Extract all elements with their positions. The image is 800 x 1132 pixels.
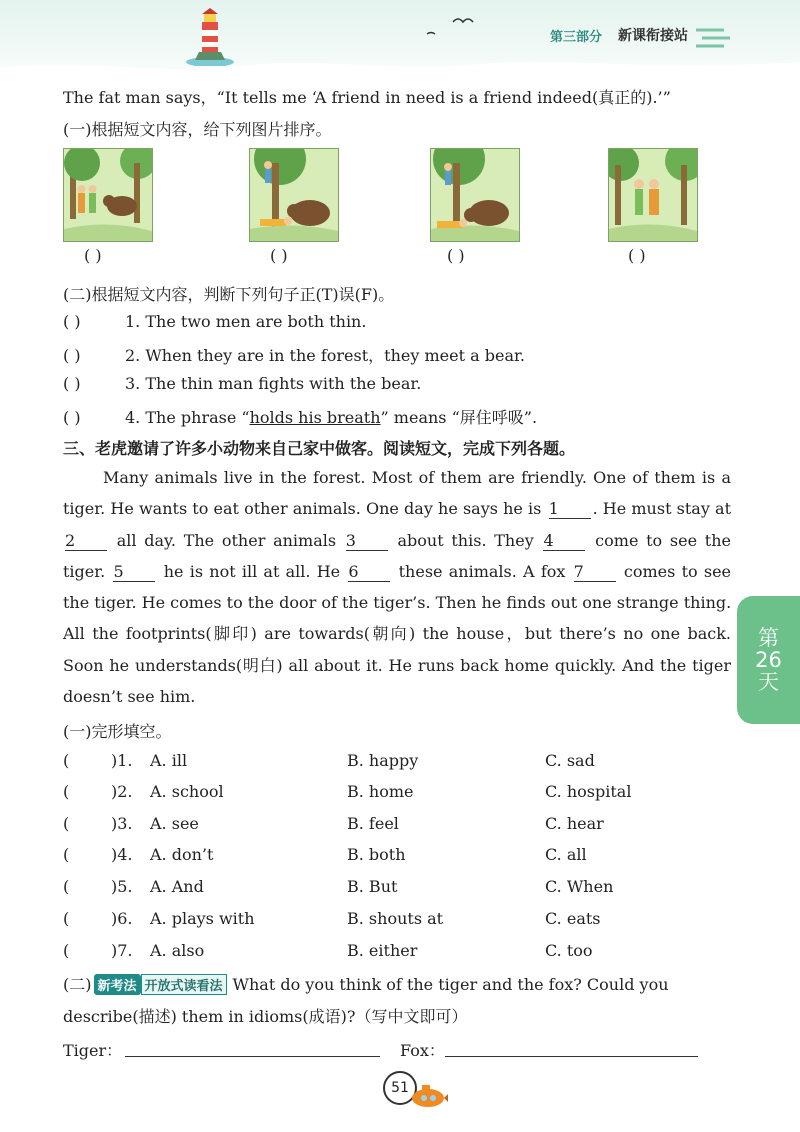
- day-tab-line2: 26: [755, 647, 782, 672]
- section-label: 第三部分: [550, 30, 603, 45]
- blank-3[interactable]: 3: [346, 532, 388, 551]
- blank-7[interactable]: 7: [574, 563, 616, 582]
- header-wave: [0, 50, 800, 80]
- blank-4[interactable]: 4: [543, 532, 585, 551]
- fox-label: Fox：: [400, 1041, 445, 1060]
- cloze-item-5: ( )5. A. And B. But C. When: [63, 877, 614, 896]
- scene-two-men-bear-icon: [64, 149, 152, 241]
- cloze-item-1: ( )1. A. ill B. happy C. sad: [63, 751, 595, 770]
- picture-4-answer[interactable]: ( ): [628, 246, 646, 265]
- tf-answer[interactable]: ( ): [63, 374, 81, 393]
- new-method-badge: 新考法: [94, 974, 141, 995]
- picture-3-answer[interactable]: ( ): [447, 246, 465, 265]
- lighthouse-icon: [185, 8, 235, 66]
- picture-3: [430, 148, 520, 242]
- cloze-item-4: ( )4. A. don’t B. both C. all: [63, 845, 587, 864]
- blank-5[interactable]: 5: [113, 563, 155, 582]
- birds-icon: [425, 14, 475, 44]
- day-tab-line3: 天: [758, 670, 779, 695]
- blank-1[interactable]: 1: [549, 500, 591, 519]
- part2-heading: (二)根据短文内容，判断下列句子正(T)误(F)。: [63, 285, 395, 304]
- fox-answer-line[interactable]: [445, 1056, 698, 1057]
- picture-1-answer[interactable]: ( ): [84, 246, 102, 265]
- passage: Many animals live in the forest. Most of them are friendly. One of them is a tiger. He wants to eat other animals. One day he says he is 1 . He must stay at 2 all day. The other animals 3 about this. They 4 come to see the tiger. 5 he is not ill at all. He 6 these animals. A fox 7 comes to see the tiger. He comes to the door of the tiger’s. Then he finds out one strange thing. All the footprints(脚印) are towards(朝向) the house，but there’s no one back. Soon he understands(明白) all about it. He runs back home quickly. And the tiger doesn’t see him.: [63, 468, 732, 707]
- underlined-phrase: holds his breath: [249, 408, 381, 427]
- cloze-item-2: ( )2. A. school B. home C. hospital: [63, 782, 632, 801]
- submarine-icon: [402, 1080, 448, 1110]
- course-label: 新课衔接站: [618, 28, 688, 44]
- picture-4: [608, 148, 698, 242]
- picture-2-answer[interactable]: ( ): [270, 246, 288, 265]
- scene-two-men-walking-icon: [609, 149, 697, 241]
- open-question-line1: (二) 新考法 开放式读看法 What do you think of the tiger and the fox? Could you: [63, 975, 669, 994]
- tf-item-1: ( ) 1. The two men are both thin.: [63, 312, 367, 331]
- page-number: 51: [383, 1071, 417, 1105]
- tf-item-4: ( ) 4. The phrase “holds his breath” means “屏住呼吸”.: [63, 408, 538, 427]
- scene-man-in-tree-icon: [250, 149, 338, 241]
- tiger-label: Tiger：: [63, 1041, 123, 1060]
- section3-heading: 三、老虎邀请了许多小动物来自己家中做客。阅读短文，完成下列各题。: [63, 439, 576, 458]
- day-tab: [737, 596, 800, 724]
- cloze-item-3: ( )3. A. see B. feel C. hear: [63, 814, 604, 833]
- intro-line: The fat man says，“It tells me ‘A friend in need is a friend indeed(真正的).’”: [63, 88, 671, 107]
- cloze-heading: (一)完形填空。: [63, 722, 172, 741]
- tf-item-3: ( ) 3. The thin man fights with the bear.: [63, 374, 422, 393]
- decor-lines-icon: [694, 24, 734, 50]
- blank-6[interactable]: 6: [348, 563, 390, 582]
- open-question-line2: describe(描述) them in idioms(成语)?（写中文即可）: [63, 1007, 468, 1026]
- open-reading-badge: 开放式读看法: [141, 974, 227, 995]
- picture-1: [63, 148, 153, 242]
- picture-2: [249, 148, 339, 242]
- part1-heading: (一)根据短文内容，给下列图片排序。: [63, 120, 332, 139]
- tiger-answer-line[interactable]: [125, 1056, 380, 1057]
- tf-answer[interactable]: ( ): [63, 408, 81, 427]
- tf-item-2: ( ) 2. When they are in the forest，they meet a bear.: [63, 346, 525, 365]
- cloze-item-6: ( )6. A. plays with B. shouts at C. eats: [63, 909, 601, 928]
- blank-2[interactable]: 2: [65, 532, 107, 551]
- day-tab-line1: 第: [758, 625, 779, 650]
- tf-answer[interactable]: ( ): [63, 312, 81, 331]
- scene-bear-by-man-icon: [431, 149, 519, 241]
- cloze-item-7: ( )7. A. also B. either C. too: [63, 941, 593, 960]
- tf-answer[interactable]: ( ): [63, 346, 81, 365]
